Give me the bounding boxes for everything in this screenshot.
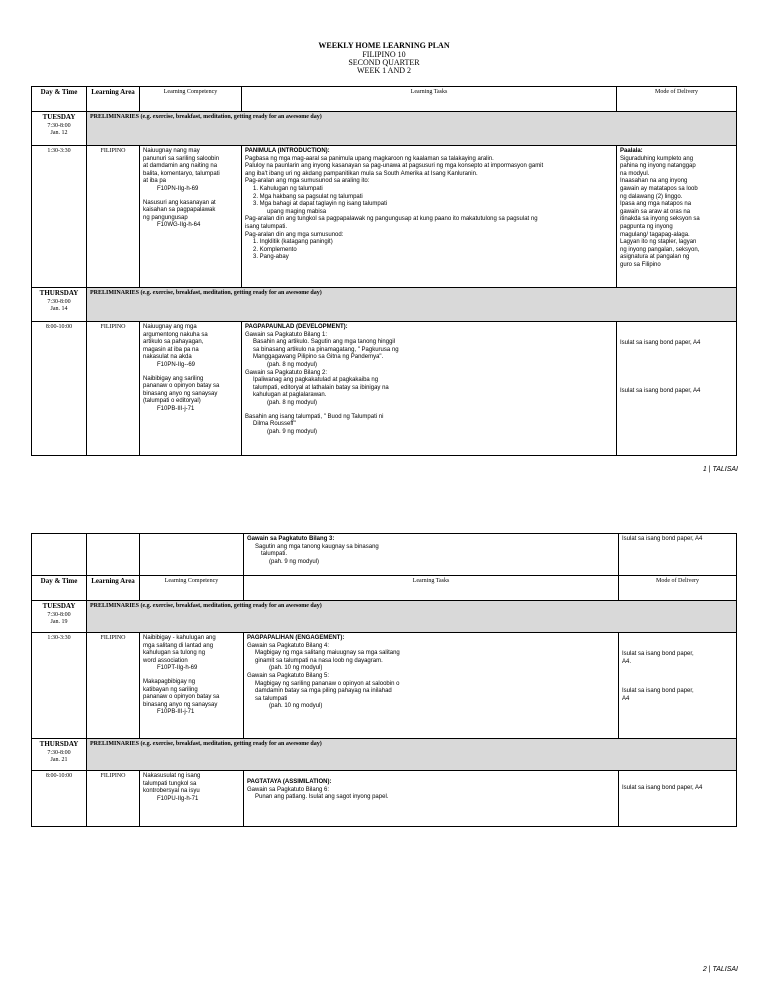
column-header-tasks: Learning Tasks (244, 576, 619, 601)
task-line: (pah. 9 ng modyul) (267, 428, 318, 435)
competency-line: Naiuugnay nang may (143, 148, 200, 154)
task-line: 1. Ingklitik (katagang paningit) (253, 239, 333, 246)
learning-area-cell: FILIPINO (87, 322, 140, 456)
empty-cell (87, 534, 140, 576)
mode-line: itinakda sa inyong seksyon sa (620, 216, 700, 223)
column-header-learning-area: Learning Area (87, 87, 140, 112)
competency-line: katibayan ng sariling (143, 686, 198, 693)
mode-line: A4 (622, 695, 630, 702)
mode-heading: Paalala: (620, 148, 643, 154)
day-name: TUESDAY (42, 113, 76, 121)
task-line: (pah. 10 ng modyul) (269, 665, 323, 672)
competency-line: argumentong nakuha sa (143, 331, 208, 338)
task-line: Magbigay ng mga salitang maiuugnay sa mga salitang (255, 650, 400, 657)
mode-cell (619, 534, 737, 576)
competency-line: Naiuugnay ang mga (143, 324, 197, 330)
task-line: upang maging mabisa (267, 208, 327, 215)
task-line: kahulugan at paglalarawan. (253, 392, 327, 399)
task-line: Basahin ang isang talumpati, " Buod ng Talumpati ni (245, 413, 384, 420)
mode-line: A4. (622, 658, 632, 665)
competency-line: pananaw o opinyon batay sa (143, 383, 220, 390)
day-cell-thursday (32, 739, 87, 771)
competency-line: nakasulat na akda (143, 354, 192, 361)
task-line: Dilma Rousseff" (253, 421, 296, 428)
day-time: 7:30-8:00 (47, 298, 71, 305)
day-time: 7:30-8:00 (47, 749, 71, 756)
plan-table-page1 (31, 86, 737, 456)
day-time: 7:30-8:00 (47, 122, 71, 129)
competency-line: Nasusuri ang kasanayan at (143, 199, 216, 206)
competency-line: pananaw o opinyon batay sa (143, 694, 220, 701)
learning-area-cell: FILIPINO (87, 771, 140, 827)
competency-code: F10PN-IIg--69 (157, 361, 196, 368)
competency-line: Naibibigay ang sariling (143, 375, 204, 382)
mode-line: gawain sa araw at oras na (620, 208, 691, 215)
mode-line: Isulat sa isang bond paper, (622, 688, 694, 695)
competency-line: magasin at iba pa na (143, 346, 199, 353)
task-line: 2. Komplemento (253, 246, 297, 253)
competency-line: Makapagbibigay ng (143, 678, 196, 685)
task-line: Gawain sa Pagkatuto Bilang 5: (247, 672, 330, 679)
column-header-tasks: Learning Tasks (242, 87, 617, 112)
task-line: sa binasang artikulo na pinamagatang, " Pagkurusa ng (253, 346, 399, 353)
column-header-mode: Mode of Delivery (617, 87, 737, 112)
task-heading: PAGPAPAUNLAD (DEVELOPMENT): (245, 324, 348, 330)
competency-line: balita, komentaryo, talumpati (143, 170, 220, 177)
competency-code: F10PU-IIg-h-71 (157, 795, 199, 802)
task-line: Sagutin ang mga tanong kaugnay sa binasang (255, 543, 379, 550)
mode-line: ng inyong pangalan, seksyon, (620, 246, 700, 253)
task-heading: PANIMULA (INTRODUCTION): (245, 148, 330, 154)
mode-line: pagpunta ng inyong (620, 223, 673, 230)
competency-line: talumpati tungkol sa (143, 780, 197, 787)
plan-title: WEEKLY HOME LEARNING PLAN (318, 41, 450, 50)
competency-line: kaisahan sa pagpapalawak (143, 207, 216, 214)
preliminaries-row: PRELIMINARIES (e.g. exercise, breakfast, meditation, getting ready for an awesome day) (87, 601, 737, 633)
page-footer: 1 | TALISAI (702, 466, 738, 473)
task-line: Magbigay ng sariling pananaw o opinyon at saloobin o (255, 680, 400, 687)
task-line: Ipaliwanag ang pagkakatulad at pagkakaiba ng (253, 377, 379, 384)
mode-line: ng dalawang (2) linggo. (620, 193, 683, 200)
task-line: Pagbasa ng mga mag-aaral sa panimula upang magkaroon ng kaalaman sa talakaying aralin. (245, 155, 494, 162)
mode-line: magulang/ tagapag-alaga. (620, 231, 690, 238)
empty-cell (32, 534, 87, 576)
task-line: Gawain sa Pagkatuto Bilang 4: (247, 642, 330, 649)
plan-quarter: SECOND QUARTER (348, 58, 420, 67)
mode-line: gawain ay matatapos sa loob (620, 185, 698, 192)
task-line: Paluloy na paunlarin ang inyong kasanayan sa pag-unawa at pagsusuri ng mga konsepto at impormasyon gamit (245, 163, 544, 170)
competency-code: F10PN-IIg-h-69 (157, 185, 199, 192)
mode-cell (619, 633, 737, 739)
task-line: Manggagawang Pilipino sa Gitna ng Pandemya". (253, 354, 384, 361)
mode-line: asignatura at pangalan ng (620, 254, 690, 261)
competency-cell (140, 146, 242, 288)
competency-line: kahulugan sa tulong ng (143, 650, 206, 657)
competency-line: panunuri sa sariling saloobin (143, 155, 220, 162)
mode-line: Isulat sa isang bond paper, (622, 651, 694, 657)
task-line: (pah. 9 ng modyul) (269, 558, 320, 565)
competency-line: artikulo sa pahayagan, (143, 339, 204, 346)
task-line: Gawain sa Pagkatuto Bilang 2: (245, 369, 328, 376)
day-cell-tuesday (32, 112, 87, 146)
mode-line: guro sa Filipino (620, 261, 661, 268)
task-line: 3. Pang-abay (253, 254, 289, 261)
competency-line: kontrobersyal na isyu (143, 788, 200, 795)
mode-line: Inaasahan na ang inyong (620, 178, 688, 185)
task-heading: Gawain sa Pagkatuto Bilang 3: (247, 536, 335, 542)
competency-line: word association (143, 657, 188, 664)
page-footer: 2 | TALISAI (702, 966, 738, 973)
preliminaries-row: PRELIMINARIES (e.g. exercise, breakfast, meditation, getting ready for an awesome day) (87, 288, 737, 322)
competency-cell (140, 633, 244, 739)
column-header-mode: Mode of Delivery (619, 576, 737, 601)
mode-line: na modyul. (620, 170, 650, 177)
column-header-learning-area: Learning Area (87, 576, 140, 601)
task-line: talumpati. (261, 551, 288, 558)
competency-line: ng pangungusap (143, 214, 188, 221)
tasks-cell (242, 322, 617, 456)
mode-line: Siguraduhing kumpleto ang (620, 155, 694, 162)
column-header-day-time: Day & Time (32, 87, 87, 112)
task-line: damdamin batay sa mga piling pahayag na inilahad (255, 688, 392, 695)
mode-line: pahina ng inyong natanggap (620, 163, 696, 170)
competency-cell (140, 771, 244, 827)
column-header-day-time: Day & Time (32, 576, 87, 601)
task-line: talumpati, editoryal at lathalain batay sa ibinigay na (253, 384, 389, 391)
task-line: (pah. 10 ng modyul) (269, 703, 323, 710)
task-line: isang talumpati. (245, 223, 288, 230)
competency-line: Naibibigay - kahulugan ang (143, 635, 216, 641)
time-cell: 1:30-3:30 (32, 146, 87, 288)
column-header-competency: Learning Competency (140, 576, 244, 601)
task-heading: PAGPAPALIHAN (ENGAGEMENT): (247, 635, 345, 641)
mode-line: Ipasa ang mga natapos na (620, 201, 692, 208)
task-line: Basahin ang artikulo. Sagutin ang mga tanong hinggil (253, 339, 396, 346)
competency-line: (talumpati o editoryal) (143, 398, 201, 405)
mode-line: Isulat sa isang bond paper, A4 (622, 536, 703, 542)
task-line: (pah. 8 ng modyul) (267, 399, 318, 406)
day-name: THURSDAY (39, 289, 79, 297)
competency-code: F10PT-IIg-h-69 (157, 665, 198, 672)
competency-line: at iba pa (143, 178, 167, 185)
mode-line: Lagyan ito ng stapler, lagyan (620, 239, 697, 246)
mode-line: Isulat sa isang bond paper, A4 (620, 387, 701, 394)
plan-subject: FILIPINO 10 (362, 50, 406, 59)
competency-line: binasang anyo ng sanaysay (143, 390, 218, 397)
competency-line: Nakasusulat ng isang (143, 773, 201, 779)
competency-line: mga salitang di lantad ang (143, 642, 214, 649)
mode-cell (617, 146, 737, 288)
tasks-cell (244, 771, 619, 827)
tasks-cell (244, 633, 619, 739)
mode-line: Isulat sa isang bond paper, A4 (622, 785, 703, 791)
time-cell: 1:30-3:30 (32, 633, 87, 739)
column-header-competency: Learning Competency (140, 87, 242, 112)
task-line: Pag-aralan din ang mga sumusunod: (245, 231, 344, 238)
task-line: 3. Mga bahagi at dapat taglayin ng isang talumpati (253, 201, 388, 208)
day-date: Jan. 14 (50, 306, 68, 313)
mode-cell (619, 771, 737, 827)
plan-table-page2 (31, 533, 737, 827)
day-cell-tuesday (32, 601, 87, 633)
task-line: Pag-aralan din ang tungkol sa pagpapalawak ng pangungusap at kung paano ito makatutulong sa pagsulat ng (245, 216, 538, 223)
task-line: Pag-aralan ang mga sumusunod sa araling ito: (245, 178, 370, 185)
task-line: ginamit sa talumpati na nasa loob ng dayagram. (255, 657, 383, 664)
task-line: 2. Mga hakbang sa pagsulat ng talumpati (253, 193, 363, 200)
tasks-cell (242, 146, 617, 288)
task-line: ang iba't ibang uri ng akdang pampanitikan mula sa South Amerika at Isang Kanluranin. (245, 170, 478, 177)
preliminaries-row: PRELIMINARIES (e.g. exercise, breakfast, meditation, getting ready for an awesome day) (87, 739, 737, 771)
day-cell-thursday (32, 288, 87, 322)
task-line: 1. Kahulugan ng talumpati (253, 185, 323, 192)
task-line: Gawain sa Pagkatuto Bilang 6: (247, 786, 330, 793)
day-name: THURSDAY (39, 740, 79, 748)
competency-cell (140, 322, 242, 456)
time-cell: 8:00-10:00 (32, 322, 87, 456)
plan-weeks: WEEK 1 AND 2 (357, 66, 411, 75)
competency-code: F10WG-IIg-h-64 (157, 222, 201, 229)
task-line: Gawain sa Pagkatuto Bilang 1: (245, 331, 328, 338)
competency-line: at damdamin ang naiting na (143, 163, 218, 170)
time-cell: 8:00-10:00 (32, 771, 87, 827)
tasks-cell (244, 534, 619, 576)
empty-cell (140, 534, 244, 576)
day-name: TUESDAY (42, 602, 76, 610)
day-date: Jan. 12 (50, 130, 68, 137)
task-heading: PAGTATAYA (ASSIMILATION): (247, 779, 332, 785)
learning-area-cell: FILIPINO (87, 633, 140, 739)
task-line: (pah. 8 ng modyul) (267, 361, 318, 368)
competency-code: F10PB-III-j-71 (157, 405, 195, 412)
day-date: Jan. 21 (50, 757, 68, 764)
competency-line: binasang anyo ng sanaysay (143, 701, 218, 708)
mode-cell (617, 322, 737, 456)
mode-line: Isulat sa isang bond paper, A4 (620, 340, 701, 346)
learning-area-cell: FILIPINO (87, 146, 140, 288)
task-line: Punan ang patlang. Isulat ang sagot inyong papel. (255, 794, 389, 801)
competency-code: F10PB-III-j-71 (157, 709, 195, 716)
day-date: Jan. 19 (50, 619, 68, 626)
task-line: sa talumpati (255, 695, 288, 702)
day-time: 7:30-8:00 (47, 611, 71, 618)
preliminaries-row: PRELIMINARIES (e.g. exercise, breakfast, meditation, getting ready for an awesome day) (87, 112, 737, 146)
